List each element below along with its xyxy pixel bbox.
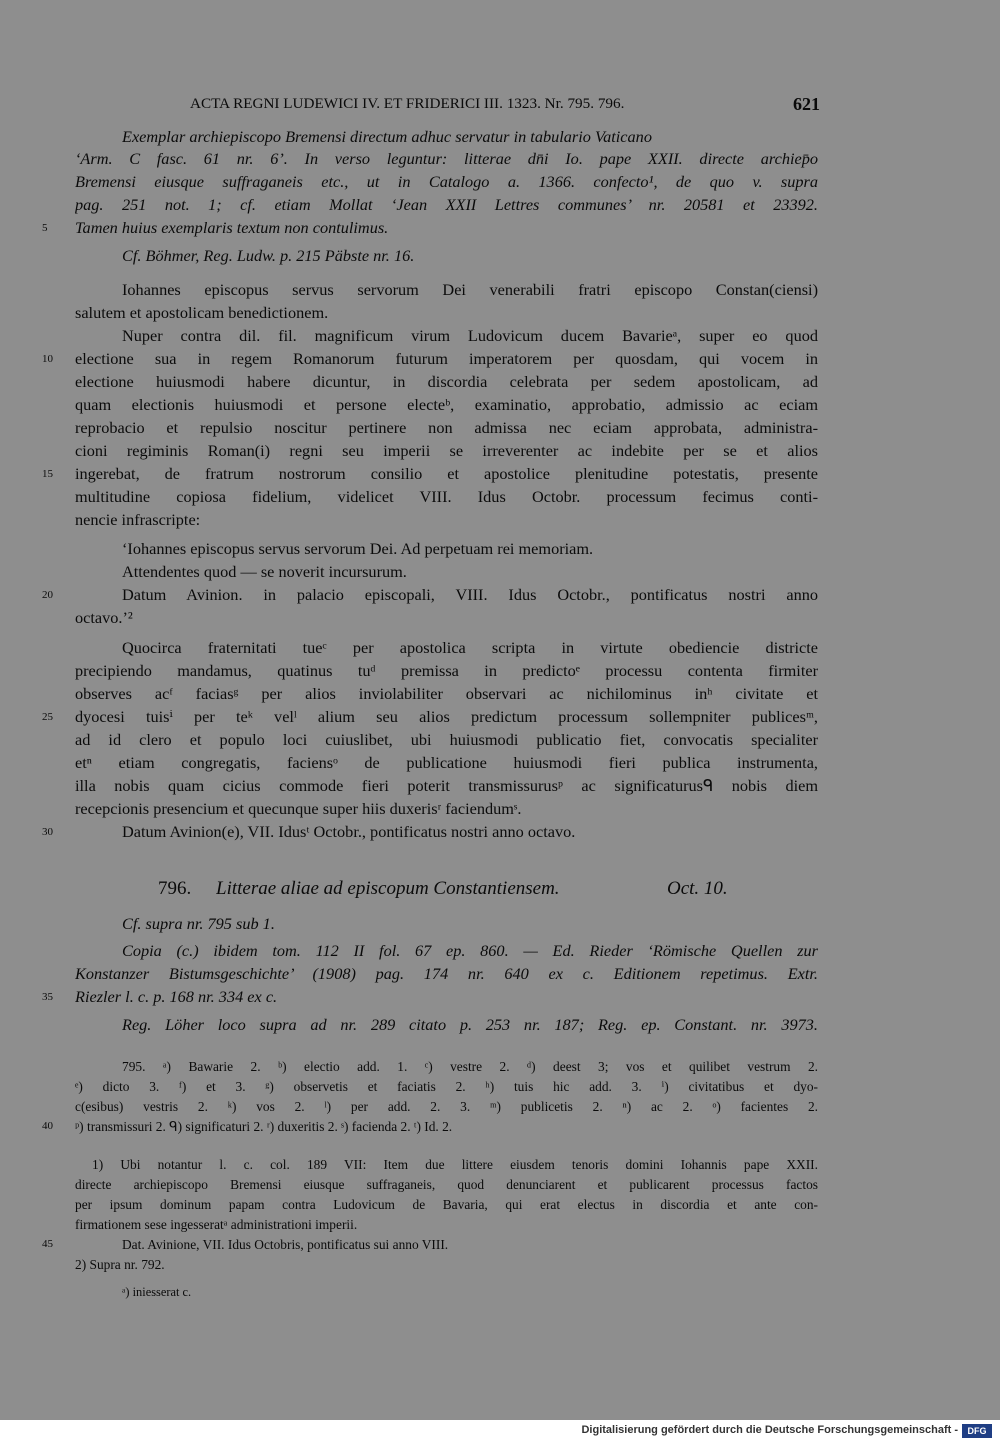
quote-line: ‘Iohannes episcopus servus servorum Dei. Ad perpetuam rei memoriam. xyxy=(122,539,594,558)
mandate-line: ad id clero et populo loci cuiuslibet, ubi huiusmodi publicatio fiet, convocatis specialiter xyxy=(75,730,818,749)
cf-note: Cf. Böhmer, Reg. Ludw. p. 215 Päbste nr. 16. xyxy=(122,246,415,265)
body-line: cioni regiminis Roman(i) regni seu imperii se irreverenter ac indebite per se et alios xyxy=(75,441,818,460)
quote-line: Attendentes quod — se noverit incursurum. xyxy=(122,562,407,581)
line-number: 25 xyxy=(42,711,53,723)
variant-line: c(esibus) vestris 2. ᵏ) vos 2. ˡ) per add. 2. 3. ᵐ) publicetis 2. ⁿ) ac 2. ᵒ) facientes 2. xyxy=(75,1099,818,1114)
line-number: 15 xyxy=(42,468,53,480)
doc-title: Litterae aliae ad episcopum Constantiensem. xyxy=(216,878,560,899)
note-line: Dat. Avinione, VII. Idus Octobris, pontificatus sui anno VIII. xyxy=(122,1237,449,1252)
body-line: salutem et apostolicam benedictionem. xyxy=(75,303,329,322)
line-number: 35 xyxy=(42,991,53,1003)
body-line: electione huiusmodi habere dicuntur, in discordia celebrata per sedem apostolicam, ad xyxy=(75,372,818,391)
running-title: ACTA REGNI LUDEWICI IV. ET FRIDERICI III. 1323. Nr. 795. 796. xyxy=(190,95,625,112)
footer-bar xyxy=(0,1420,1000,1443)
body-line: Nuper contra dil. fil. magnificum virum Ludovicum ducem Bavarieᵃ, super eo quod xyxy=(122,326,818,345)
body-line: reprobacio et repulsio noscitur pertinere non admissa nec eciam approbata, administra- xyxy=(75,418,818,437)
note-line: per ipsum dominum papam contra Ludovicum de Bavaria, qui erat electus in discordia et ante con- xyxy=(75,1197,818,1212)
copia-line: Copia (c.) ibidem tom. 112 II fol. 67 ep. 860. — Ed. Rieder ‘Römische Quellen zur xyxy=(122,941,818,960)
note-line: directe archiepiscopo Bremensi eiusque suffraganeis, quod denunciarent et publicarent processus factos xyxy=(75,1177,818,1192)
line-number: 20 xyxy=(42,589,53,601)
mandate-line: observes acᶠ faciasᵍ per alios inviolabiliter observari ac nichilominus inʰ civitate et xyxy=(75,684,818,703)
intro-line: pag. 251 not. 1; cf. etiam Mollat ‘Jean XXII Lettres communes’ nr. 20581 et 23392. xyxy=(75,195,818,214)
footer-text: Digitalisierung gefördert durch die Deutsche Forschungsgemeinschaft - xyxy=(581,1424,958,1436)
mandate-line: dyocesi tuisⁱ per teᵏ velˡ alium seu alios predictum processum sollempniter publicesᵐ, xyxy=(75,707,818,726)
line-number: 45 xyxy=(42,1238,53,1250)
reg-line: Reg. Löher loco supra ad nr. 289 citato p. 253 nr. 187; Reg. ep. Constant. nr. 3973. xyxy=(122,1015,818,1034)
mandate-line: etⁿ etiam congregatis, faciensᵒ de publicatione huiusmodi fieri publica instrumenta, xyxy=(75,753,818,772)
line-number: 30 xyxy=(42,826,53,838)
page-number: 621 xyxy=(793,94,820,114)
doc-date: Oct. 10. xyxy=(667,878,728,899)
note-line: firmationem sese ingesseratᵃ administrationi imperii. xyxy=(75,1217,358,1232)
mandate-line: precipiendo mandamus, quatinus tuᵈ premissa in predictoᵉ processu contenta firmiter xyxy=(75,661,818,680)
body-line: multitudine copiosa fidelium, videlicet VIII. Idus Octobr. processum fecimus conti- xyxy=(75,487,818,506)
line-number: 5 xyxy=(42,222,48,234)
body-line: nencie infrascripte: xyxy=(75,510,201,529)
note-line: 1) Ubi notantur l. c. col. 189 VII: Item due littere eiusdem tenoris domini Iohannis pape XXII. xyxy=(92,1157,818,1172)
body-line: ingerebat, de fratrum nostrorum consilio et apostolice plenitudine potestatis, presente xyxy=(75,464,818,483)
body-line: Iohannes episcopus servus servorum Dei venerabili fratri episcopo Constan(ciensi) xyxy=(122,280,818,299)
datum-line: Datum Avinion(e), VII. Idusᵗ Octobr., pontificatus nostri anno octavo. xyxy=(122,822,576,841)
line-number: 10 xyxy=(42,353,53,365)
quote-line: Datum Avinion. in palacio episcopali, VIII. Idus Octobr., pontificatus nostri anno xyxy=(122,585,818,604)
variant-line: ᵖ) transmissuri 2. ᑫ) significaturi 2. ʳ) duxeritis 2. ˢ) facienda 2. ᵗ) Id. 2. xyxy=(75,1119,453,1134)
mandate-line: illa nobis quam cicius commode fieri poterit transmissurusᵖ ac significaturusᑫ nobis diem xyxy=(75,776,818,795)
mandate-line: recepcionis presencium et quecunque super hiis duxerisʳ faciendumˢ. xyxy=(75,799,522,818)
line-number: 40 xyxy=(42,1120,53,1132)
cf-note: Cf. supra nr. 795 sub 1. xyxy=(122,914,275,933)
copia-line: Riezler l. c. p. 168 nr. 334 ex c. xyxy=(75,987,278,1006)
intro-line: Tamen huius exemplaris textum non contulimus. xyxy=(75,218,389,237)
copia-line: Konstanzer Bistumsgeschichte’ (1908) pag. 174 nr. 640 ex c. Editionem repetimus. Extr. xyxy=(75,964,818,983)
variant-line: ᵉ) dicto 3. ᶠ) et 3. ᵍ) observetis et faciatis 2. ʰ) tuis hic add. 3. ⁱ) civitatibus et dyo- xyxy=(75,1079,818,1094)
note-line: 2) Supra nr. 792. xyxy=(75,1257,165,1272)
variant-line: 795. ᵃ) Bawarie 2. ᵇ) electio add. 1. ᶜ) vestre 2. ᵈ) deest 3; vos et quilibet vestrum 2. xyxy=(122,1059,818,1074)
doc-number: 796. xyxy=(158,878,192,899)
subnote-line: ᵃ) iniesserat c. xyxy=(122,1285,192,1299)
mandate-line: Quocirca fraternitati tueᶜ per apostolica scripta in virtute obediencie districte xyxy=(122,638,818,657)
dfg-logo: DFG xyxy=(962,1424,992,1438)
intro-line: Bremensi eiusque suffraganeis etc., ut in Catalogo a. 1366. confecto¹, de quo v. supra xyxy=(75,172,818,191)
body-line: quam electionis huiusmodi et persone electeᵇ, examinatio, approbatio, admissio ac eciam xyxy=(75,395,818,414)
intro-line: Exemplar archiepiscopo Bremensi directum adhuc servatur in tabulario Vaticano xyxy=(122,127,652,146)
quote-line: octavo.’² xyxy=(75,608,133,627)
body-line: electione sua in regem Romanorum futurum imperatorem per quosdam, qui vocem in xyxy=(75,349,818,368)
intro-line: ‘Arm. C fasc. 61 nr. 6’. In verso leguntur: litterae dn̄i Io. pape XXII. directe archiep̄o xyxy=(75,149,818,168)
